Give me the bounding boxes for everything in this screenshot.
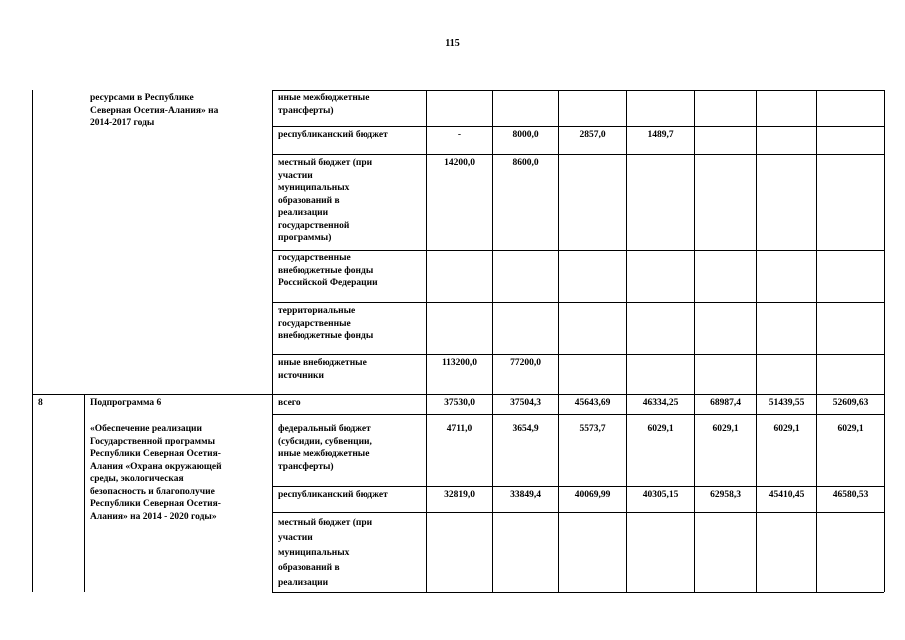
funding-source-label: иные межбюджетные трансферты) (278, 93, 370, 116)
funding-source-label: территориальные государственные внебюджетные фонды (278, 306, 374, 341)
table-cell-value: 45410,45 (768, 490, 805, 500)
table-bottom-border (272, 592, 884, 593)
table-cell-value: 45643,69 (574, 398, 611, 408)
table-cell-value: 51439,55 (768, 398, 805, 408)
table-row-border (272, 154, 884, 155)
table-col-divider (694, 90, 695, 592)
table-cell-value: 6029,1 (647, 424, 674, 434)
table-left-border (32, 90, 33, 592)
table-col-divider (272, 90, 273, 592)
table-row-border (272, 414, 884, 415)
table-cell-value: 62958,3 (710, 490, 741, 500)
subprogram-description: «Обеспечение реализации Государственной программы Республики Северная Осетия- Алания «Охрана окружающей среды, экологическая безопасность и благополучие Республики Северная Осетия- Алания» на 2014 - 2020 годы» (90, 424, 222, 522)
program-name-continuation: ресурсами в Республике Северная Осетия-Алания» на 2014-2017 годы (90, 93, 219, 128)
table-cell-value: 32819,0 (444, 490, 475, 500)
funding-source-label: республиканский бюджет (278, 130, 388, 140)
table-col-divider (558, 90, 559, 592)
funding-source-label: государственные внебюджетные фонды Российской Федерации (278, 253, 378, 288)
row-number: 8 (38, 398, 43, 408)
table-row-border (272, 512, 884, 513)
table-cell-value: 52609,63 (832, 398, 869, 408)
table-col-divider (84, 394, 85, 592)
table-cell-value: 4711,0 (446, 424, 473, 434)
funding-source-label: местный бюджет (при участии муниципальных образований в реализации (278, 518, 373, 588)
table-row-border (272, 90, 884, 91)
table-cell-value: 113200,0 (441, 358, 478, 368)
subprogram-title: Подпрограмма 6 (90, 398, 162, 408)
table-cell-value: 77200,0 (510, 358, 541, 368)
table-cell-value: 46334,25 (642, 398, 679, 408)
table-cell-value: 33849,4 (510, 490, 541, 500)
table-row-border (272, 126, 884, 127)
table-cell-value: 3654,9 (512, 424, 539, 434)
funding-source-label: республиканский бюджет (278, 490, 388, 500)
table-cell-value: 14200,0 (444, 158, 475, 168)
funding-source-label: местный бюджет (при участии муниципальных образований в реализации государственной программы) (278, 158, 373, 243)
table-cell-value: 6029,1 (773, 424, 800, 434)
table-row-border (32, 394, 884, 395)
table-col-divider (626, 90, 627, 592)
table-cell-value: 6029,1 (837, 424, 864, 434)
table-cell-value: 68987,4 (710, 398, 741, 408)
funding-source-label: всего (278, 398, 301, 408)
table-cell-value: 46580,53 (832, 490, 869, 500)
table-cell-value: 5573,7 (579, 424, 606, 434)
table-row-border (272, 302, 884, 303)
table-row-border (272, 354, 884, 355)
table-right-border (884, 90, 885, 592)
table-cell-value: 40305,15 (642, 490, 679, 500)
table-row-border (272, 250, 884, 251)
page-number: 115 (445, 38, 460, 49)
table-cell-value: 8000,0 (512, 130, 539, 140)
table-cell-value: 2857,0 (579, 130, 606, 140)
table-col-divider (756, 90, 757, 592)
table-cell-value: 40069,99 (574, 490, 611, 500)
funding-source-label: федеральный бюджет (субсидии, субвенции, иные межбюджетные трансферты) (278, 424, 372, 472)
table-cell-value: 6029,1 (712, 424, 739, 434)
table-cell-value: 37530,0 (444, 398, 475, 408)
table-cell-value: 37504,3 (510, 398, 541, 408)
funding-source-label: иные внебюджетные источники (278, 358, 367, 381)
table-col-divider (816, 90, 817, 592)
table-row-border (272, 486, 884, 487)
table-cell-value: 8600,0 (512, 158, 539, 168)
table-cell-value: - (457, 130, 462, 140)
table-cell-value: 1489,7 (647, 130, 674, 140)
